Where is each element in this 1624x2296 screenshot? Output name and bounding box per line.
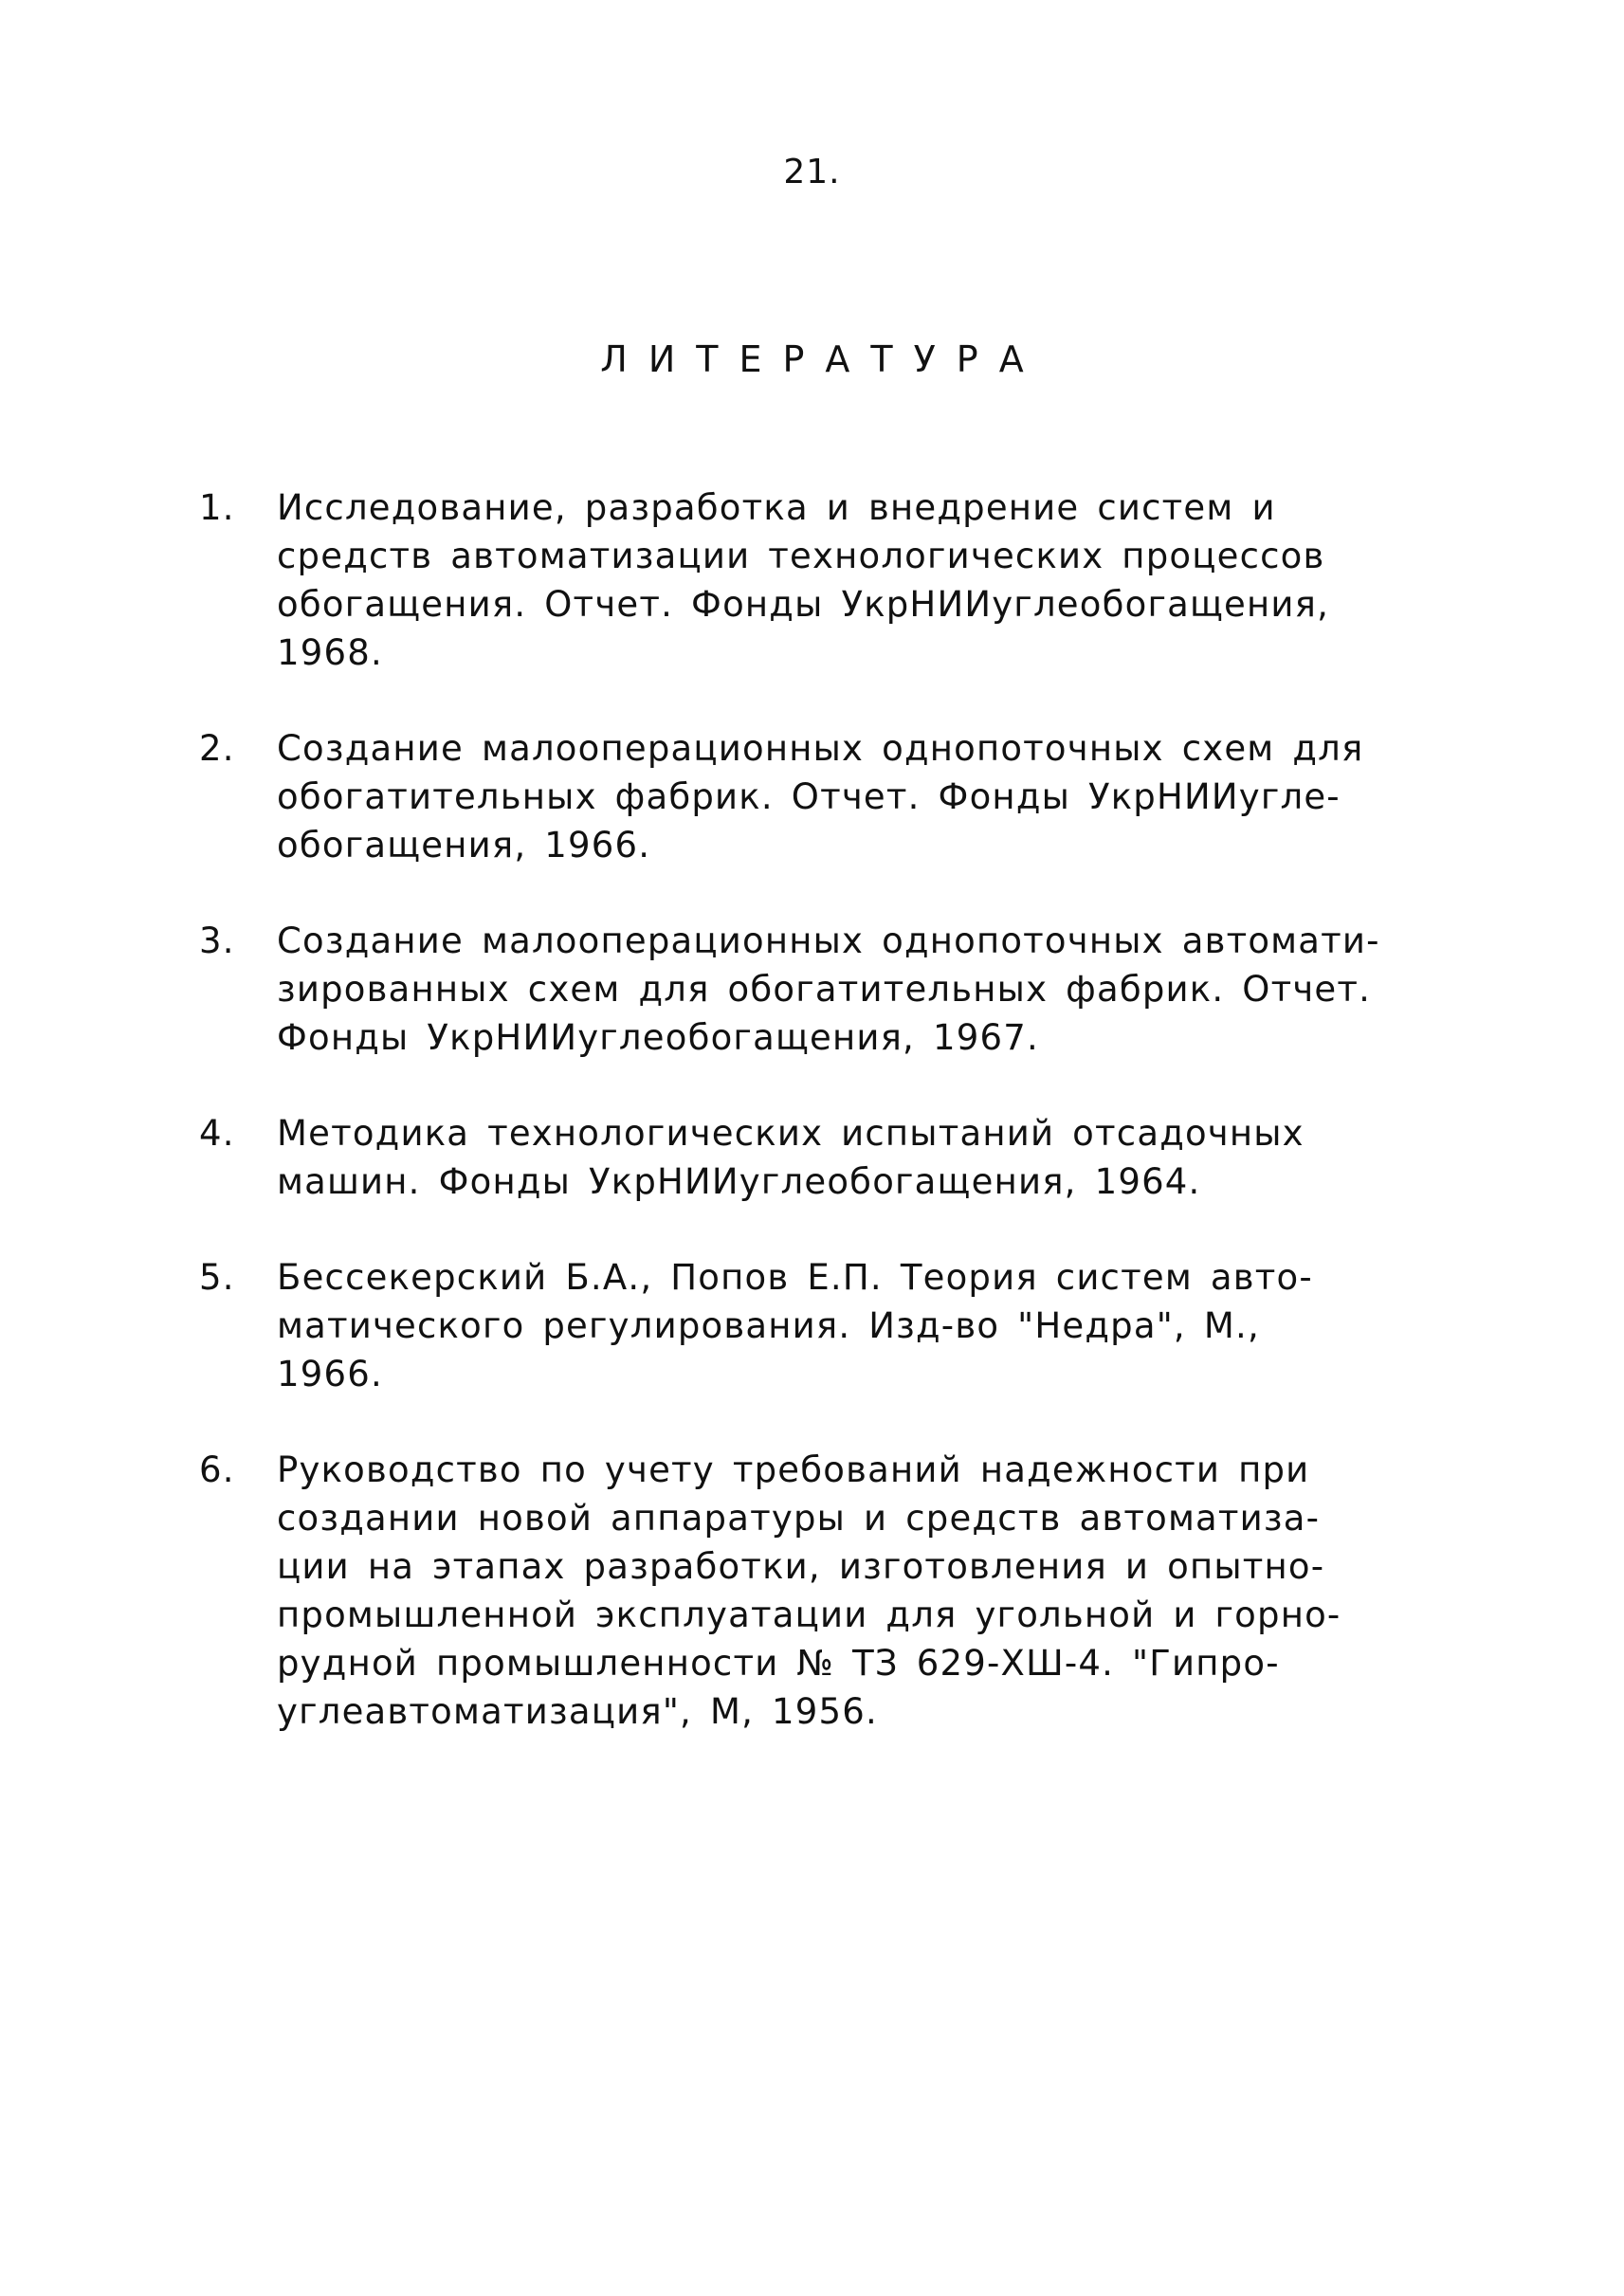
reference-text-line: создании новой аппаратуры и средств автоматиза- [277,1498,1321,1539]
section-heading: ЛИТЕРАТУРА [600,338,1045,380]
reference-list [199,483,1469,1783]
reference-number: 3. [199,920,235,961]
reference-text-line: Фонды УкрНИИуглеобогащения, 1967. [277,1017,1039,1058]
reference-text-line: Исследование, разработка и внедрение систем и [277,487,1276,528]
page-number: 21. [783,153,841,191]
reference-text-line: рудной промышленности № ТЗ 629-ХШ-4. "Гипро- [277,1643,1280,1684]
reference-text-line: средств автоматизации технологических процессов [277,536,1325,576]
reference-text-line: Руководство по учету требований надежности при [277,1449,1310,1490]
reference-number: 1. [199,487,235,528]
reference-number: 2. [199,728,235,769]
reference-item [199,724,1469,869]
reference-text-line: углеавтоматизация", М, 1956. [277,1691,878,1732]
reference-item [199,1109,1469,1206]
reference-text-line: зированных схем для обогатительных фабрик. Отчет. [277,969,1372,1010]
reference-item [199,1446,1469,1736]
reference-text-line: ции на этапах разработки, изготовления и опытно- [277,1546,1325,1587]
reference-item [199,483,1469,677]
reference-number: 6. [199,1449,235,1490]
reference-text-line: обогащения. Отчет. Фонды УкрНИИуглеобогащения, [277,584,1330,625]
reference-item [199,917,1469,1062]
reference-text-line: обогатительных фабрик. Отчет. Фонды УкрНИИугле- [277,776,1341,817]
reference-item [199,1253,1469,1398]
reference-text-line: Бессекерский Б.А., Попов Е.П. Теория систем авто- [277,1257,1313,1298]
reference-text-line: машин. Фонды УкрНИИуглеобогащения, 1964. [277,1161,1201,1202]
reference-text-line: 1968. [277,632,383,673]
reference-number: 4. [199,1113,235,1154]
reference-text-line: матического регулирования. Изд-во "Недра", М., [277,1305,1260,1346]
reference-text-line: промышленной эксплуатации для угольной и горно- [277,1594,1341,1635]
reference-text-line: Создание малооперационных однопоточных автомати- [277,920,1380,961]
reference-text-line: 1966. [277,1354,383,1394]
reference-text-line: обогащения, 1966. [277,825,651,866]
reference-number: 5. [199,1257,235,1298]
reference-text-line: Методика технологических испытаний отсадочных [277,1113,1305,1154]
reference-text-line: Создание малооперационных однопоточных схем для [277,728,1364,769]
